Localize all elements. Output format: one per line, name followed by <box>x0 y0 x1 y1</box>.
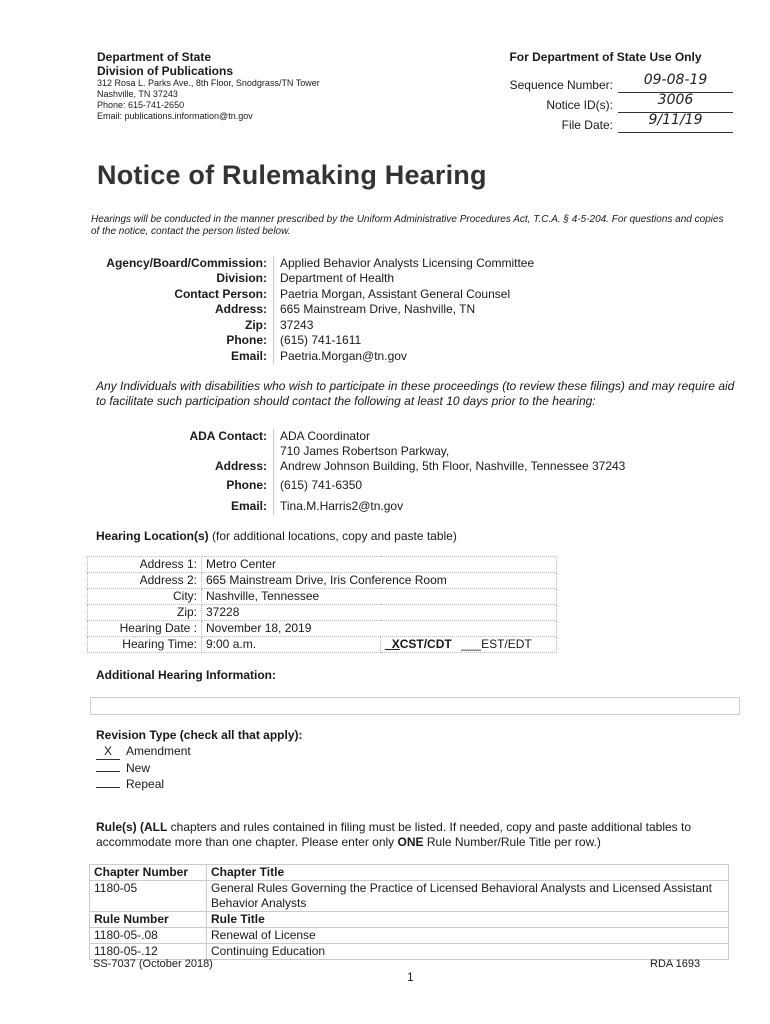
timezone-cell <box>381 637 557 653</box>
address1-label: Address 1: <box>88 557 202 573</box>
table-row <box>90 881 729 912</box>
zip-value: 37243 <box>280 318 314 332</box>
contact-person-value: Paetria Morgan, Assistant General Counsel <box>280 287 511 301</box>
option-label: New <box>126 761 151 775</box>
ada-phone-value: (615) 741-6350 <box>280 478 363 492</box>
city-value: Nashville, Tennessee <box>202 589 557 605</box>
table-row <box>88 557 557 573</box>
footer-form-id: SS-7037 (October 2018) <box>93 958 213 970</box>
contact-person-label: Contact Person: <box>174 287 267 301</box>
chapter-title-header: Chapter Title <box>207 865 729 881</box>
rule-number: 1180-05-.08 <box>90 928 207 944</box>
rules-intro-part3: Rule Number/Rule Title per row.) <box>423 835 601 849</box>
agency-label: Agency/Board/Commission: <box>106 256 267 270</box>
publisher-address: 312 Rosa L. Parks Ave., 8th Floor, Snodgrass/TN Tower <box>97 78 320 88</box>
ada-divider <box>273 429 274 515</box>
table-row <box>88 589 557 605</box>
rule-number-header: Rule Number <box>90 912 207 928</box>
ada-address-line1: 710 James Robertson Parkway, <box>280 444 450 458</box>
hearing-time-label: Hearing Time: <box>88 637 202 653</box>
agency-value: Applied Behavior Analysts Licensing Committee <box>280 256 535 270</box>
division-value: Department of Health <box>280 271 395 285</box>
file-date-label: File Date: <box>561 118 613 132</box>
rule-title-header: Rule Title <box>207 912 729 928</box>
address2-value: 665 Mainstream Drive, Iris Conference Room <box>202 573 557 589</box>
city-label: City: <box>88 589 202 605</box>
additional-info-title: Additional Hearing Information: <box>96 668 276 682</box>
phone-label: Phone: <box>226 333 267 347</box>
publisher-phone: Phone: 615-741-2650 <box>97 100 185 110</box>
address-label: Address: <box>214 302 267 316</box>
footer-rda: RDA 1693 <box>650 958 701 970</box>
revision-option-amendment[interactable] <box>96 743 303 760</box>
hearing-location-table <box>87 556 557 653</box>
table-row <box>88 605 557 621</box>
phone-value: (615) 741-1611 <box>280 333 362 347</box>
ada-address-line2: Andrew Johnson Building, 5th Floor, Nashville, Tennessee 37243 <box>280 459 626 473</box>
division-label: Division: <box>216 271 267 285</box>
ada-block <box>0 429 770 519</box>
location-zip-value: 37228 <box>202 605 557 621</box>
publisher-block <box>97 50 320 122</box>
rules-intro-one: ONE <box>397 835 424 849</box>
intro-text: Hearings will be conducted in the manner prescribed by the Uniform Administrative Procedures Act, T.C.A. § 4-5-204. For questions and copies of the notice, contact the person listed below. <box>91 214 724 237</box>
revision-option-repeal[interactable] <box>96 776 303 792</box>
tz-est-label: EST/EDT <box>481 637 532 651</box>
email-value[interactable]: Paetria.Morgan@tn.gov <box>280 349 407 363</box>
revision-block <box>96 727 303 792</box>
ada-contact-value: ADA Coordinator <box>280 429 371 443</box>
tz-cst-mark[interactable]: _X <box>385 637 400 651</box>
table-row <box>88 621 557 637</box>
ada-email-label: Email: <box>230 499 267 513</box>
location-zip-label: Zip: <box>88 605 202 621</box>
rules-intro-part2: chapters and rules contained in filing must be listed. If needed, copy and paste additional tables to accommodate more than one chapter. Please enter only <box>96 820 691 849</box>
address1-value: Metro Center <box>202 557 557 573</box>
option-label: Amendment <box>126 744 191 758</box>
checkbox-mark[interactable] <box>96 787 120 788</box>
hearing-location-heading <box>96 529 457 543</box>
publisher-city: Nashville, TN 37243 <box>97 89 178 99</box>
address-value: 665 Mainstream Drive, Nashville, TN <box>280 302 476 316</box>
ada-email-value[interactable]: Tina.M.Harris2@tn.gov <box>280 499 404 513</box>
dept-name: Department of State <box>97 50 212 64</box>
rule-number: 1180-05-.12 <box>90 944 207 960</box>
checkbox-mark[interactable]: X <box>96 743 120 760</box>
hearing-location-title: Hearing Location(s) <box>96 529 209 543</box>
table-row <box>88 637 557 653</box>
ada-contact-label: ADA Contact: <box>189 429 267 443</box>
publisher-email: Email: publications.information@tn.gov <box>97 111 253 121</box>
chapter-number: 1180-05 <box>90 881 207 912</box>
hearing-location-note: (for additional locations, copy and paste table) <box>212 529 457 543</box>
state-use-title: For Department of State Use Only <box>509 50 702 64</box>
chapter-number-header: Chapter Number <box>90 865 207 881</box>
rules-table <box>89 864 729 960</box>
rules-intro <box>96 820 736 850</box>
footer-page-number: 1 <box>407 970 414 984</box>
rule-title: Renewal of License <box>207 928 729 944</box>
table-row <box>90 928 729 944</box>
revision-title: Revision Type (check all that apply): <box>96 728 303 742</box>
state-use-block <box>478 50 733 132</box>
address2-label: Address 2: <box>88 573 202 589</box>
agency-divider <box>273 256 274 364</box>
hearing-time-value: 9:00 a.m. <box>202 637 381 653</box>
chapter-title: General Rules Governing the Practice of Licensed Behavioral Analysts and Licensed Assistant Behavior Analysts <box>207 881 729 912</box>
hearing-date-value: November 18, 2019 <box>202 621 557 637</box>
sequence-number-label: Sequence Number: <box>509 78 613 92</box>
table-row <box>88 573 557 589</box>
ada-address-label: Address: <box>214 459 267 473</box>
table-row <box>90 865 729 881</box>
revision-option-new[interactable] <box>96 760 303 776</box>
option-label: Repeal <box>126 777 165 791</box>
agency-block <box>0 256 770 366</box>
additional-info-box[interactable] <box>90 697 740 715</box>
page-title: Notice of Rulemaking Hearing <box>97 160 487 190</box>
hearing-date-label: Hearing Date : <box>88 621 202 637</box>
rule-title: Continuing Education <box>207 944 729 960</box>
ada-phone-label: Phone: <box>226 478 267 492</box>
notice-id-label: Notice ID(s): <box>546 98 613 112</box>
notice-id-value[interactable]: 3006 <box>618 92 733 113</box>
ada-note: Any Individuals with disabilities who wish to participate in these proceedings (to review these filings) and may require aid to facilitate such participation should contact the following at least 10 days prior to the hearing: <box>96 379 735 408</box>
rules-intro-all: ALL <box>144 820 168 834</box>
checkbox-mark[interactable] <box>96 771 120 772</box>
division-name: Division of Publications <box>97 64 234 78</box>
sequence-number-value[interactable]: 09-08-19 <box>618 72 733 93</box>
file-date-value[interactable]: 9/11/19 <box>618 112 733 133</box>
tz-est-mark[interactable]: ___ <box>461 637 482 651</box>
email-label: Email: <box>230 349 267 363</box>
file-date-row <box>478 112 733 136</box>
zip-label: Zip: <box>245 318 267 332</box>
rules-intro-part1: Rule(s) ( <box>96 820 144 834</box>
tz-cst-label: CST/CDT <box>399 637 452 651</box>
table-row <box>90 912 729 928</box>
